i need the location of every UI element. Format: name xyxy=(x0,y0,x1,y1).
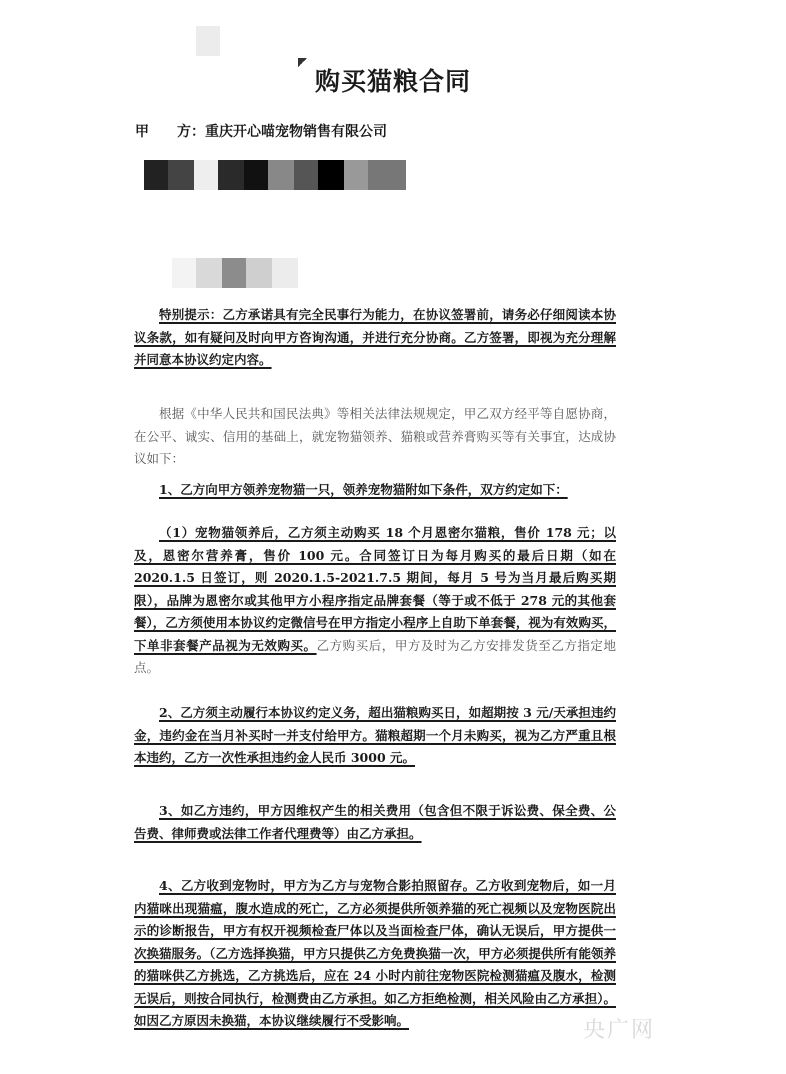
party-a-name: 重庆开心喵宠物销售有限公司 xyxy=(205,124,387,140)
clause-2: 2、乙方须主动履行本协议约定义务，超出猫粮购买日，如超期按 3 元/天承担违约金，违约金在当月补买时一并支付给甲方。猫粮超期一个月未购买，视为乙方严重且根本违约，乙方一次性承担违约金人民币 3000 元。 xyxy=(134,705,616,765)
document-title: 购买猫粮合同 xyxy=(314,67,471,96)
redaction-mosaic-party-b xyxy=(144,160,406,190)
redaction-mosaic-top xyxy=(196,26,220,56)
party-a-label: 甲 xyxy=(135,124,149,140)
party-a-label-suffix: 方： xyxy=(177,124,205,140)
clause-3: 3、如乙方违约，甲方因维权产生的相关费用（包含但不限于诉讼费、保全费、公告费、律师费或法律工作者代理费等）由乙方承担。 xyxy=(134,803,616,841)
party-a-line xyxy=(135,121,387,141)
special-notice: 特别提示：乙方承诺具有完全民事行为能力，在协议签署前，请务必仔细阅读本协议条款，如有疑问及时向甲方咨询沟通，并进行充分协商。乙方签署，即视为充分理解并同意本协议约定内容。 xyxy=(134,307,616,367)
clause-1-sub-1 xyxy=(134,522,616,680)
clause-4: 4、乙方收到宠物时，甲方为乙方与宠物合影拍照留存。乙方收到宠物后，如一月内猫咪出现猫瘟，腹水造成的死亡，乙方必须提供所领养猫的死亡视频以及宠物医院出示的诊断报告，甲方有权开视频检查尸体以及当面检查尸体，确认无误后，甲方提供一次换猫服务。（乙方选择换猫，甲方只提供乙方免费换猫一次，甲方必须提供所有能领养的猫咪供乙方挑选，乙方挑选后，应在 24 小时内前往宠物医院检测猫瘟及腹水，检测无误后，则按合同执行，检测费由乙方承担。如乙方拒绝检测，相关风险由乙方承担）。如因乙方原因未换猫，本协议继续履行不受影响。 xyxy=(134,878,616,1028)
clause-1-sub-1-main: （1）宠物猫领养后，乙方须主动购买 18 个月恩密尔猫粮，售价 178 元；以及，恩密尔营养膏，售价 100 元。合同签订日为每月购买的最后日期（如在 2020.1.5 日签订，则 2020.1.5-2021.7.5 期间，每月 5 号为当月最后购买期限），品牌为恩密尔或其他甲方小程序指定品牌套餐（等于或不低于 278 元的其他套餐），乙方须使用本协议约定微信号在甲方指定小程序上自助下单套餐，视为有效购买，下单非套餐产品视为无效购买。 xyxy=(134,525,616,653)
clause-1-sub-1-tail: 乙方购买后，甲方及时为乙方安排发货至乙方指定地点。 xyxy=(134,637,616,675)
redaction-mosaic-party-b-detail xyxy=(172,258,298,288)
clause-1-title: 1、乙方向甲方领养宠物猫一只，领养宠物猫附如下条件，双方约定如下： xyxy=(159,482,568,497)
watermark-logo: 央广网 xyxy=(583,1018,656,1043)
preamble: 根据《中华人民共和国民法典》等相关法律法规规定，甲乙双方经平等自愿协商，在公平、诚实、信用的基础上，就宠物猫领养、猫粮或营养膏购买等有关事宜，达成协议如下： xyxy=(134,406,616,466)
